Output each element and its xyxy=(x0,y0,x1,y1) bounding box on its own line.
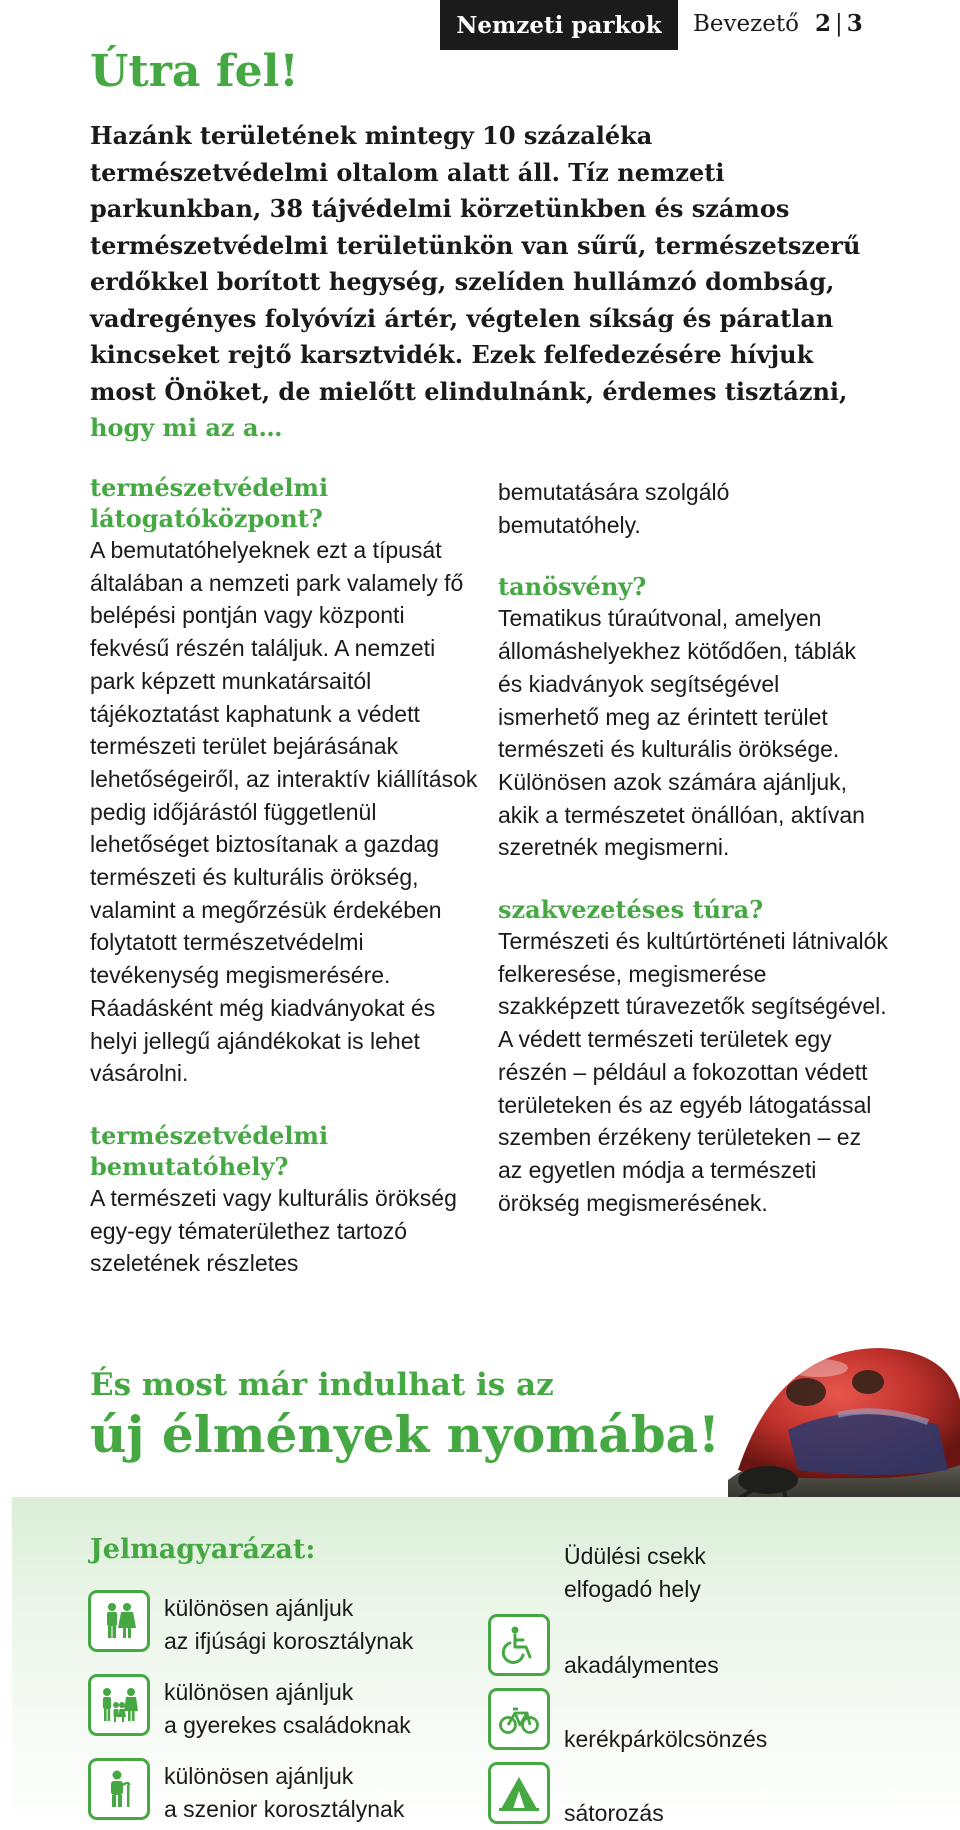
legend-item-accessible: akadálymentes xyxy=(564,1652,719,1678)
page-numbers: 2 | 3 xyxy=(814,10,863,37)
intro-paragraph xyxy=(90,118,880,447)
ladybug-image xyxy=(728,1330,960,1505)
section-text: A természeti vagy kulturális örökség egy-egy tématerülethez tartozó szeletének részletes xyxy=(90,1184,457,1277)
legend-item-family: különösen ajánljuk a gyerekes családoknak xyxy=(164,1679,411,1738)
section-heading: természetvédelmi látogatóközpont? xyxy=(90,473,329,533)
bicycle-icon xyxy=(488,1688,550,1750)
section-text: Természeti és kultúrtörténeti látnivalók felkeresése, megismerése szakképzett túravezetők segítségével. A védett természeti területek egy részén – például a fokozottan védett területeken és az egyéb látogatással szemben érzékeny területeken – ez az egyetlen módja a természeti örökség megismerésének. xyxy=(498,928,888,1216)
section-text: Tematikus túraútvonal, amelyen állomáshelyekhez kötődően, táblák és kiadványok segítségével ismerhető meg az érintett terület természeti és kulturális öröksége. Különösen azok számára ajánljuk, akik a természetet önállóan, aktívan szeretnék megismerni. xyxy=(498,605,865,861)
section-heading: természetvédelmi bemutatóhely? xyxy=(90,1120,329,1181)
legend-item-senior: különösen ajánljuk a szenior korosztálynak xyxy=(164,1763,405,1822)
wheelchair-icon xyxy=(488,1614,550,1676)
section-heading: szakvezetéses túra? xyxy=(498,895,764,925)
intro-text: Hazánk területének mintegy 10 százaléka természetvédelmi oltalom alatt áll. Tíz nemzeti parkunkban, 38 tájvédelmi körzetünkben és számos természetvédelmi területünkön van sűrű, természetszerű erdőkkel borított hegység, szelíden hullámzó dombság, vadregényes folyóvízi ártér, végtelen síkság és páratlan kincseket rejtő karsztvidék. Ezek felfedezésére hívjuk most Önöket, de mielőtt elindulnánk, érdemes tisztázni, xyxy=(90,121,861,406)
section-heading: tanösvény? xyxy=(498,572,647,602)
section-text: A bemutatóhelyeknek ezt a típusát általában a nemzeti park valamely fő belépési pontján vagy központi fekvésű részén találjuk. A nemzeti park képzett munkatársaitól tájékoztatást kaphatunk a védett természeti terület bejárásának lehetőségeiről, az interaktív kiállítások pedig időjárástól függetlenül lehetőséget biztosítanak a gazdag természeti és kulturális örökség, valamint a megőrzésük érdekében folytatott természetvédelmi tevékenység megismerésére. Ráadásként még kiadványokat és helyi jellegű ajándékokat is lehet vásárolni. xyxy=(90,537,478,1087)
legend-heading: Jelmagyarázat: xyxy=(90,1534,316,1565)
legend-item-bike-rental: kerékpárkölcsönzés xyxy=(564,1726,768,1752)
legend-item-youth: különösen ajánljuk az ifjúsági korosztálynak xyxy=(164,1595,414,1654)
section-label: Nemzeti parkok xyxy=(440,0,678,50)
section-continuation: bemutatására szolgáló bemutatóhely. xyxy=(498,479,730,538)
intro-lead-in: hogy mi az a… xyxy=(90,413,283,442)
legend-item-holiday-voucher: Üdülési csekk elfogadó hely xyxy=(564,1543,706,1602)
page-title: Útra fel! xyxy=(90,46,299,97)
tent-icon xyxy=(488,1762,550,1824)
chapter-name: Bevezető xyxy=(693,10,799,37)
family-icon xyxy=(88,1674,150,1736)
youth-icon xyxy=(88,1590,150,1652)
page-header xyxy=(693,10,863,37)
ladybug-photo xyxy=(728,1330,960,1505)
legend-item-camping: sátorozás xyxy=(564,1800,664,1826)
senior-icon xyxy=(88,1758,150,1820)
closing-slogan: És most már indulhat is az új élmények nyomába! xyxy=(90,1367,721,1464)
right-column xyxy=(498,476,888,1249)
left-column xyxy=(90,472,480,1310)
